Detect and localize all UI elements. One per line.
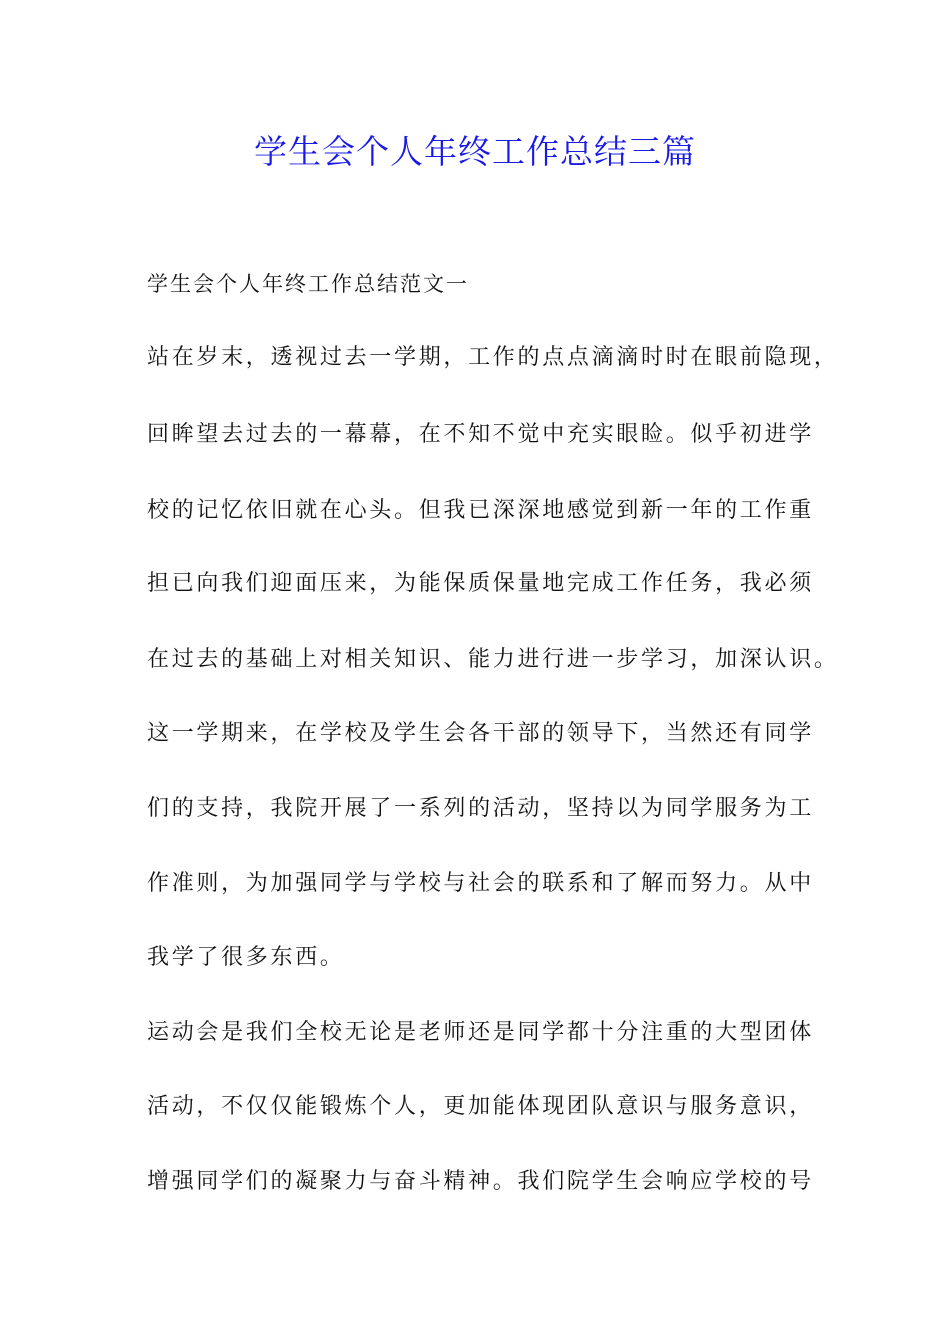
- document-title: 学生会个人年终工作总结三篇: [254, 132, 696, 171]
- body-line: 在过去的基础上对相关知识、能力进行进一步学习，加深认识。: [147, 647, 839, 672]
- body-line: 回眸望去过去的一幕幕，在不知不觉中充实眼睑。似乎初进学: [147, 422, 814, 447]
- section-heading: 学生会个人年终工作总结范文一: [147, 272, 469, 296]
- body-line: 我学了很多东西。: [147, 945, 345, 970]
- body-line: 作准则，为加强同学与学校与社会的联系和了解而努力。从中: [147, 871, 814, 896]
- body-line: 站在岁末，透视过去一学期，工作的点点滴滴时时在眼前隐现，: [147, 345, 839, 370]
- body-line: 活动，不仅仅能锻炼个人，更加能体现团队意识与服务意识，: [147, 1094, 814, 1119]
- body-line: 校的记忆依旧就在心头。但我已深深地感觉到新一年的工作重: [147, 498, 814, 523]
- body-line: 担已向我们迎面压来，为能保质保量地完成工作任务，我必须: [147, 571, 814, 596]
- body-line: 们的支持，我院开展了一系列的活动，坚持以为同学服务为工: [147, 796, 814, 821]
- body-line: 这一学期来，在学校及学生会各干部的领导下，当然还有同学: [147, 721, 814, 746]
- body-line: 运动会是我们全校无论是老师还是同学都十分注重的大型团体: [147, 1020, 814, 1045]
- body-line: 增强同学们的凝聚力与奋斗精神。我们院学生会响应学校的号: [147, 1169, 814, 1194]
